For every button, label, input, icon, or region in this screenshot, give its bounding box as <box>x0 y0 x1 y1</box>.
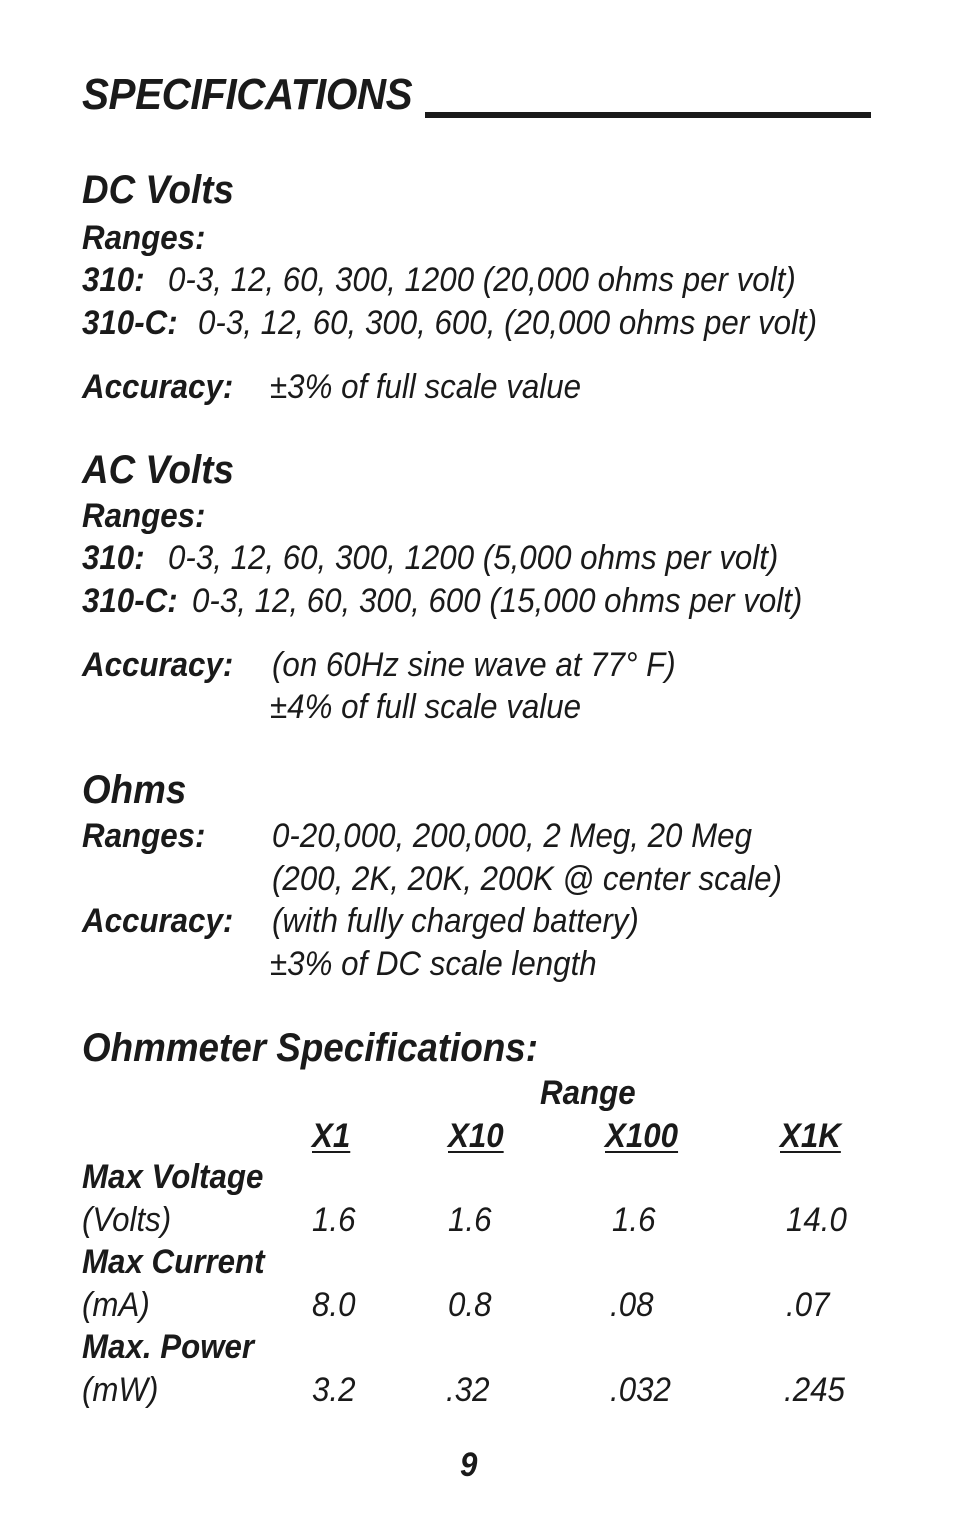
dc-accuracy-value: ±3% of full scale value <box>270 368 582 406</box>
ac-volts-heading: AC Volts <box>82 448 234 492</box>
dc-310-ranges: 0-3, 12, 60, 300, 1200 (20,000 ohms per volt) <box>168 261 796 299</box>
page-title: SPECIFICATIONS <box>82 70 413 119</box>
column-header-x100: X100 <box>605 1117 679 1155</box>
page-number: 9 <box>460 1446 478 1484</box>
ohms-heading: Ohms <box>82 768 187 812</box>
dc-ranges-label: Ranges: <box>82 219 206 257</box>
table-cell: .32 <box>446 1371 490 1409</box>
table-cell: 3.2 <box>312 1371 356 1409</box>
table-cell: 0.8 <box>448 1286 492 1324</box>
table-cell: .07 <box>786 1286 830 1324</box>
table-cell: .08 <box>610 1286 654 1324</box>
row-unit-ma: (mA) <box>82 1286 150 1324</box>
ac-310c-label: 310-C: <box>82 582 178 620</box>
dc-310-label: 310: <box>82 261 145 299</box>
ohms-ranges-line2: (200, 2K, 20K, 200K @ center scale) <box>272 860 782 898</box>
ac-accuracy-line1: (on 60Hz sine wave at 77° F) <box>272 646 676 684</box>
ohms-accuracy-label: Accuracy: <box>82 902 234 940</box>
row-label-max-voltage: Max Voltage <box>82 1158 264 1196</box>
dc-accuracy-label: Accuracy: <box>82 368 234 406</box>
ac-310c-ranges: 0-3, 12, 60, 300, 600 (15,000 ohms per volt) <box>192 582 803 620</box>
table-cell: 1.6 <box>612 1201 656 1239</box>
column-header-x1: X1 <box>312 1117 351 1155</box>
ac-310-ranges: 0-3, 12, 60, 300, 1200 (5,000 ohms per volt) <box>168 539 779 577</box>
table-cell: .032 <box>610 1371 671 1409</box>
ohms-ranges-line1: 0-20,000, 200,000, 2 Meg, 20 Meg <box>272 817 752 855</box>
table-cell: .245 <box>784 1371 845 1409</box>
table-cell: 1.6 <box>312 1201 356 1239</box>
ac-310-label: 310: <box>82 539 145 577</box>
ohms-accuracy-line1: (with fully charged battery) <box>272 902 639 940</box>
dc-volts-heading: DC Volts <box>82 168 234 212</box>
range-header: Range <box>540 1074 636 1112</box>
table-cell: 8.0 <box>312 1286 356 1324</box>
ac-ranges-label: Ranges: <box>82 497 206 535</box>
ohms-accuracy-line2: ±3% of DC scale length <box>270 945 597 983</box>
row-label-max-power: Max. Power <box>82 1328 255 1366</box>
ac-accuracy-line2: ±4% of full scale value <box>270 688 582 726</box>
row-label-max-current: Max Current <box>82 1243 265 1281</box>
table-cell: 14.0 <box>786 1201 847 1239</box>
row-unit-volts: (Volts) <box>82 1201 172 1239</box>
dc-310c-ranges: 0-3, 12, 60, 300, 600, (20,000 ohms per volt) <box>198 304 818 342</box>
title-rule <box>425 112 871 118</box>
column-header-x1k: X1K <box>780 1117 841 1155</box>
table-cell: 1.6 <box>448 1201 492 1239</box>
ohms-ranges-label: Ranges: <box>82 817 206 855</box>
ac-accuracy-label: Accuracy: <box>82 646 234 684</box>
column-header-x10: X10 <box>448 1117 504 1155</box>
dc-310c-label: 310-C: <box>82 304 178 342</box>
row-unit-mw: (mW) <box>82 1371 159 1409</box>
ohmmeter-heading: Ohmmeter Specifications: <box>82 1026 539 1070</box>
